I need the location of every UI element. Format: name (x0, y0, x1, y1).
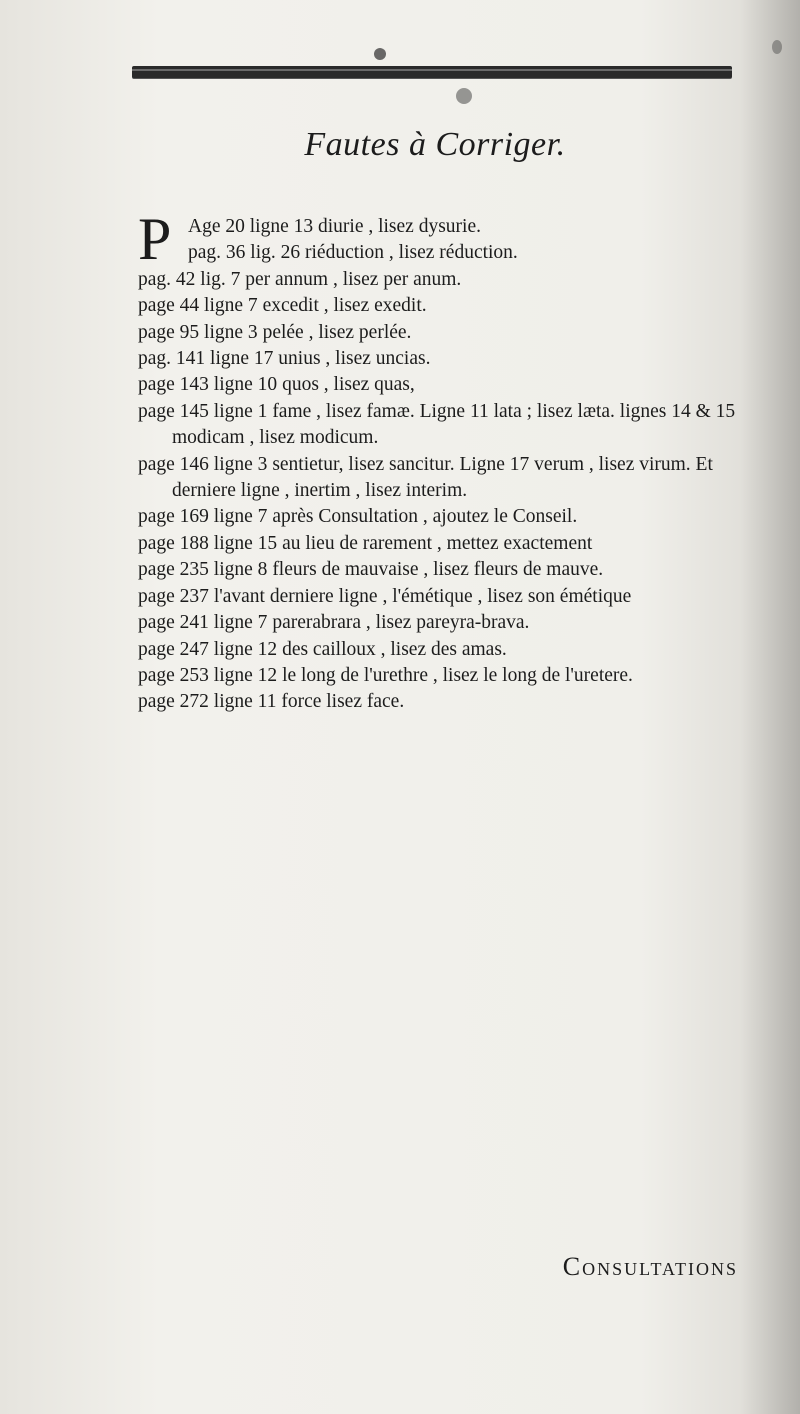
errata-ref: page 235 ligne 8 (138, 559, 268, 581)
errata-ref: page 146 ligne 3 (138, 453, 268, 475)
errata-ref: page 241 ligne 7 (138, 612, 268, 634)
errata-text: parerabrara , lisez pareyra-brava. (272, 612, 530, 634)
header-rule (132, 66, 732, 78)
errata-text: force lisez face. (281, 691, 405, 713)
errata-entry (138, 399, 738, 452)
errata-text: riéduction , lisez réduction. (305, 242, 518, 264)
errata-ref: page 145 ligne 1 (138, 400, 268, 422)
errata-entry (138, 504, 738, 530)
errata-text: des cailloux , lisez des amas. (282, 638, 507, 660)
drop-cap: P (138, 206, 172, 272)
page-title: Fautes à Corriger. (304, 126, 566, 163)
errata-ref: pag. 42 lig. 7 (138, 268, 241, 290)
errata-list (138, 206, 738, 716)
errata-text: quos , lisez quas, (282, 374, 415, 396)
errata-entry (138, 320, 738, 346)
errata-entry (138, 689, 738, 715)
errata-text: l'avant derniere ligne , l'émétique , lisez son émétique (213, 585, 632, 607)
catchword: Consultations (562, 1252, 738, 1281)
errata-entry (138, 346, 738, 372)
errata-ref: page 237 (138, 585, 209, 607)
errata-ref: pag. 36 lig. 26 (188, 242, 301, 264)
errata-entry (138, 637, 738, 663)
page-edge-shadow (740, 0, 800, 1414)
errata-ref: page 188 ligne 15 (138, 532, 278, 554)
errata-ref: page 272 ligne 11 (138, 691, 277, 713)
errata-ref: page 44 ligne 7 (138, 295, 258, 317)
errata-entry (138, 372, 738, 398)
errata-entry (138, 610, 738, 636)
errata-text: fleurs de mauvaise , lisez fleurs de mauve. (272, 559, 604, 581)
errata-entry (138, 452, 738, 505)
errata-text: après Consultation , ajoutez le Conseil. (272, 506, 578, 528)
errata-ref: page 143 ligne 10 (138, 374, 278, 396)
errata-entry (138, 293, 738, 319)
errata-text: excedit , lisez exedit. (262, 295, 427, 317)
errata-text: per annum , lisez per anum. (245, 268, 462, 290)
errata-ref: page 95 ligne 3 (138, 321, 258, 343)
errata-entry (138, 557, 738, 583)
errata-ref: page 169 ligne 7 (138, 506, 268, 528)
errata-text: au lieu de rarement , mettez exactement (282, 532, 593, 554)
errata-entry (138, 531, 738, 557)
ink-spot (374, 48, 386, 60)
errata-text: le long de l'urethre , lisez le long de l'uretere. (282, 664, 633, 686)
ink-spot (456, 88, 472, 104)
errata-entry (138, 267, 738, 293)
errata-entry (138, 206, 738, 272)
errata-text: unius , lisez uncias. (278, 348, 431, 370)
errata-ref: Age 20 ligne 13 (188, 216, 314, 237)
errata-text: diurie , lisez dysurie. (317, 216, 481, 237)
errata-text: pelée , lisez perlée. (262, 321, 412, 343)
errata-ref: pag. 141 ligne 17 (138, 348, 274, 370)
errata-text: fame , lisez famæ. Ligne 11 lata ; lisez læta. lignes 14 & 15 modicam , lisez modicum. (172, 400, 736, 449)
errata-text: sentietur, lisez sancitur. Ligne 17 verum , lisez virum. Et derniere ligne , inertim , lisez interim. (172, 453, 713, 502)
errata-entry (138, 663, 738, 689)
errata-ref: page 247 ligne 12 (138, 638, 278, 660)
errata-entry (138, 584, 738, 610)
errata-ref: page 253 ligne 12 (138, 664, 278, 686)
ink-spot (772, 40, 782, 54)
